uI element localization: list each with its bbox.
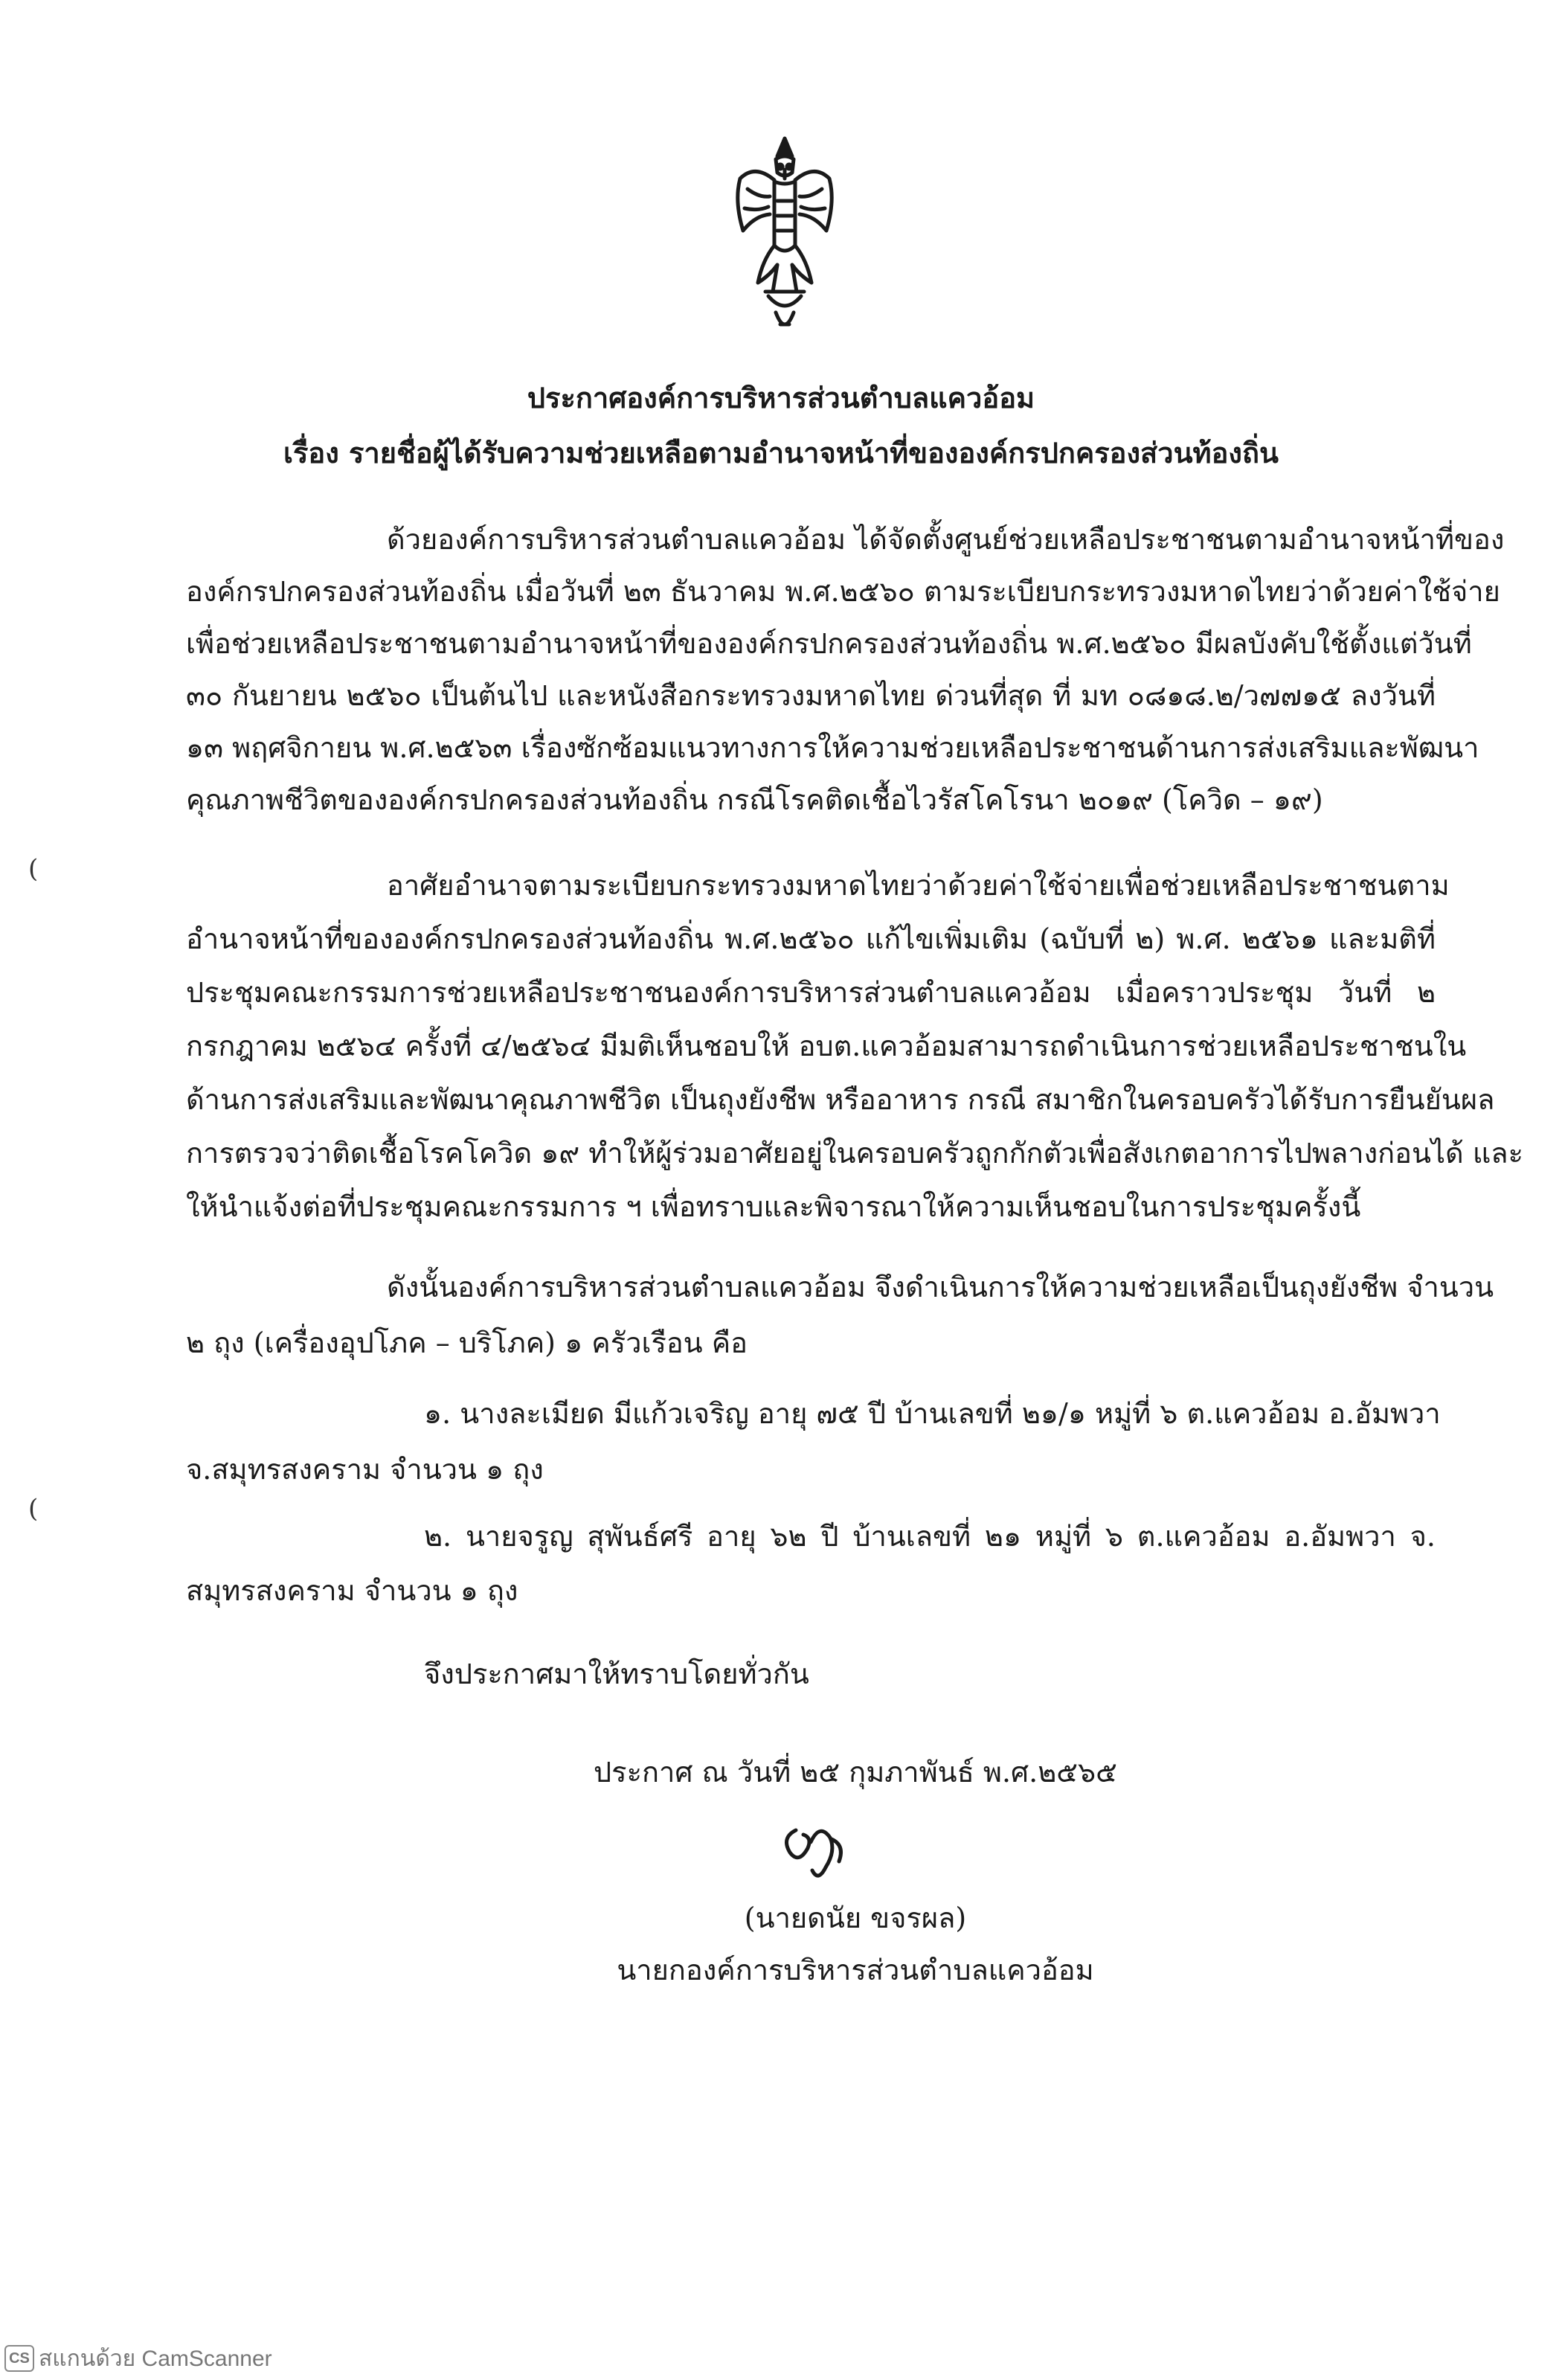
margin-mark: (	[28, 854, 39, 884]
para1-line: องค์กรปกครองส่วนท้องถิ่น เมื่อวันที่ ๒๓ ธันวาคม พ.ศ.๒๕๖๐ ตามระเบียบกระทรวงมหาดไทยว่าด้วยค่าใช้จ่าย	[186, 575, 1500, 608]
scanner-footer	[4, 2342, 272, 2375]
para1-line: ๑๓ พฤศจิกายน พ.ศ.๒๕๖๓ เรื่องซักซ้อมแนวทางการให้ความช่วยเหลือประชาชนด้านการส่งเสริมและพัฒนา	[186, 731, 1479, 764]
announcement-title: ประกาศองค์การบริหารส่วนตำบลแควอ้อม	[527, 381, 1035, 414]
announcement-subject: เรื่อง รายชื่อผู้ได้รับความช่วยเหลือตามอำนาจหน้าที่ขององค์กรปกครองส่วนท้องถิ่น	[283, 436, 1279, 469]
recipient-item-2-cont: สมุทรสงคราม จำนวน ๑ ถุง	[186, 1574, 518, 1607]
para2-line: อาศัยอำนาจตามระเบียบกระทรวงมหาดไทยว่าด้วยค่าใช้จ่ายเพื่อช่วยเหลือประชาชนตาม	[387, 869, 1450, 902]
camscanner-logo-icon: CS	[4, 2345, 34, 2372]
signer-position: นายกองค์การบริหารส่วนตำบลแควอ้อม	[617, 1954, 1094, 1986]
para3-line: ๒ ถุง (เครื่องอุปโภค – บริโภค) ๑ ครัวเรือน คือ	[186, 1327, 748, 1359]
para1-line: ด้วยองค์การบริหารส่วนตำบลแควอ้อม ได้จัดตั้งศูนย์ช่วยเหลือประชาชนตามอำนาจหน้าที่ของ	[387, 523, 1505, 556]
closing-statement: จึงประกาศมาให้ทราบโดยทั่วกัน	[424, 1658, 809, 1690]
recipient-item-2: ๒. นายจรูญ สุพันธ์ศรี อายุ ๖๒ ปี บ้านเลขที่ ๒๑ หมู่ที่ ๖ ต.แควอ้อม อ.อัมพวา จ.	[424, 1520, 1436, 1553]
handwritten-signature	[774, 1815, 855, 1890]
para2-line: ประชุมคณะกรรมการช่วยเหลือประชาชนองค์การบริหารส่วนตำบลแควอ้อม เมื่อคราวประชุม วันที่ ๒	[186, 976, 1436, 1009]
para2-line: กรกฎาคม ๒๕๖๔ ครั้งที่ ๔/๒๕๖๔ มีมติเห็นชอบให้ อบต.แควอ้อมสามารถดำเนินการช่วยเหลือประชาชนใน	[186, 1030, 1467, 1062]
para2-line: การตรวจว่าติดเชื้อโรคโควิด ๑๙ ทำให้ผู้ร่วมอาศัยอยู่ในครอบครัวถูกกักตัวเพื่อสังเกตอาการไปพลางก่อนได้ และ	[186, 1137, 1524, 1170]
para1-line: คุณภาพชีวิตขององค์กรปกครองส่วนท้องถิ่น กรณีโรคติดเชื้อไวรัสโคโรนา ๒๐๑๙ (โควิด – ๑๙)	[186, 783, 1323, 816]
margin-mark: (	[28, 1494, 39, 1524]
para2-line: ด้านการส่งเสริมและพัฒนาคุณภาพชีวิต เป็นถุงยังชีพ หรืออาหาร กรณี สมาชิกในครอบครัวได้รับการยืนยันผล	[186, 1083, 1495, 1116]
para3-line: ดังนั้นองค์การบริหารส่วนตำบลแควอ้อม จึงดำเนินการให้ความช่วยเหลือเป็นถุงยังชีพ จำนวน	[387, 1271, 1494, 1303]
para2-line: อำนาจหน้าที่ขององค์กรปกครองส่วนท้องถิ่น พ.ศ.๒๕๖๐ แก้ไขเพิ่มเติม (ฉบับที่ ๒) พ.ศ. ๒๕๖๑ และมติที่	[186, 923, 1436, 955]
para1-line: เพื่อช่วยเหลือประชาชนตามอำนาจหน้าที่ขององค์กรปกครองส่วนท้องถิ่น พ.ศ.๒๕๖๐ มีผลบังคับใช้ตั้งแต่วันที่	[186, 627, 1472, 660]
scanner-footer-text: สแกนด้วย CamScanner	[39, 2346, 272, 2371]
garuda-emblem-icon	[733, 134, 837, 342]
announce-date: ประกาศ ณ วันที่ ๒๕ กุมภาพันธ์ พ.ศ.๒๕๖๕	[594, 1756, 1117, 1789]
recipient-item-1: ๑. นางละเมียด มีแก้วเจริญ อายุ ๗๕ ปี บ้านเลขที่ ๒๑/๑ หมู่ที่ ๖ ต.แควอ้อม อ.อัมพวา	[424, 1397, 1441, 1430]
signer-name: (นายดนัย ขจรผล)	[744, 1902, 967, 1934]
para2-line: ให้นำแจ้งต่อที่ประชุมคณะกรรมการ ฯ เพื่อทราบและพิจารณาให้ความเห็นชอบในการประชุมครั้งนี้	[186, 1190, 1361, 1223]
recipient-item-1-cont: จ.สมุทรสงคราม จำนวน ๑ ถุง	[186, 1453, 544, 1486]
para1-line: ๓๐ กันยายน ๒๕๖๐ เป็นต้นไป และหนังสือกระทรวงมหาดไทย ด่วนที่สุด ที่ มท ๐๘๑๘.๒/ว๗๗๑๕ ลงวันที่	[186, 679, 1436, 712]
